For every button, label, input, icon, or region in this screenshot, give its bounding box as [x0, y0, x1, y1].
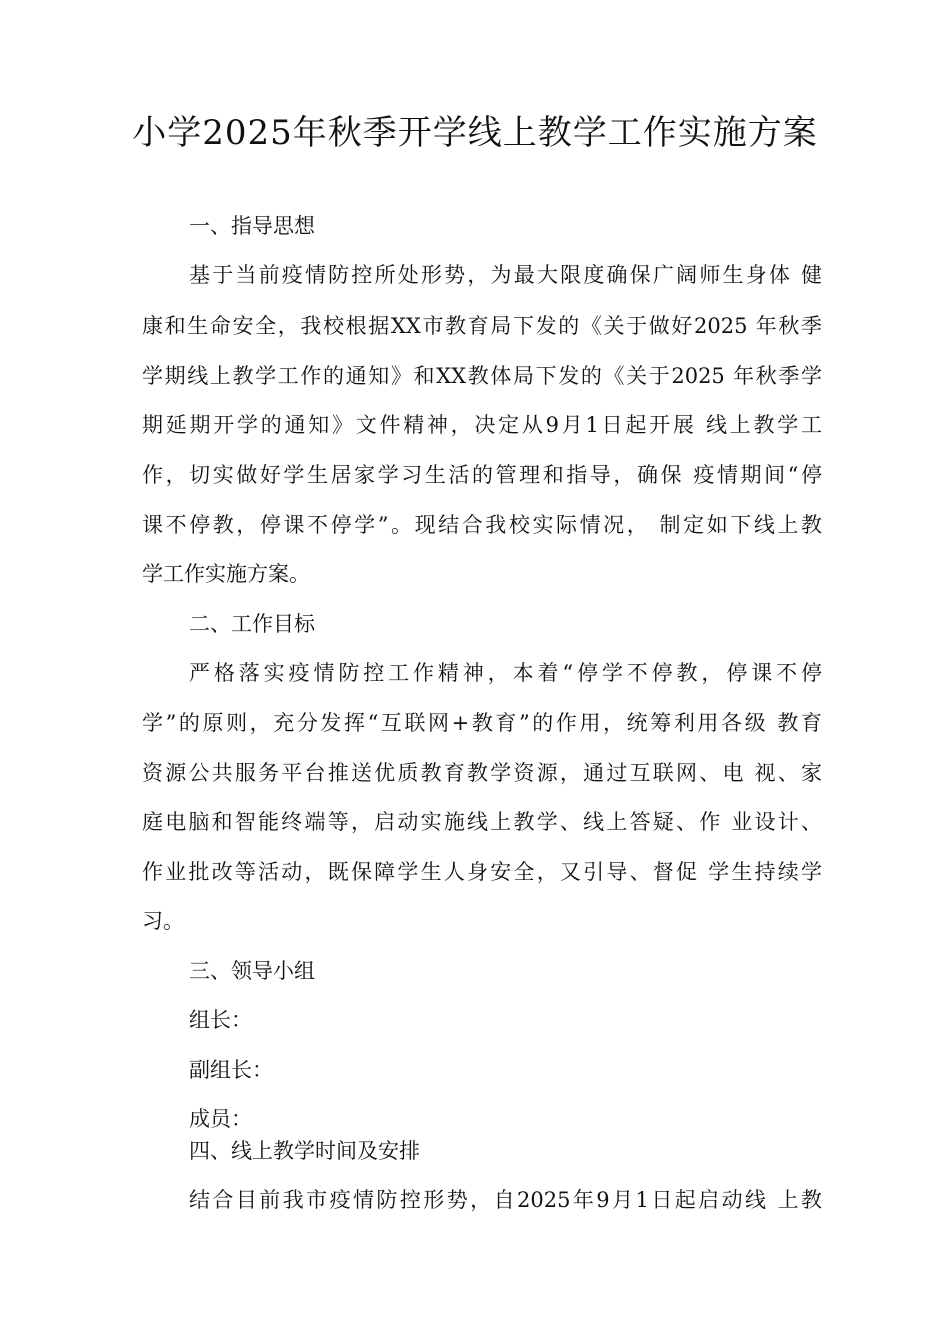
deputy-leader-label: 副组长：: [189, 1058, 273, 1082]
document-title: 小学2025年秋季开学线上教学工作实施方案: [132, 113, 818, 153]
paragraph-line: 作，切实做好学生居家学习生活的管理和指导，确保 疫情期间“停: [142, 463, 822, 487]
section-heading-4: 四、线上教学时间及安排: [189, 1139, 420, 1163]
paragraph-line: 习。: [142, 909, 184, 933]
paragraph-line: 学工作实施方案。: [142, 562, 310, 586]
paragraph-line: 基于当前疫情防控所处形势，为最大限度确保广阔师生身体 健: [189, 263, 822, 287]
section-heading-1: 一、指导思想: [189, 214, 315, 238]
paragraph-line: 期延期开学的通知》文件精神，决定从9月1日起开展 线上教学工: [142, 413, 822, 437]
section-heading-2: 二、工作目标: [189, 612, 315, 636]
paragraph-line: 学期线上教学工作的通知》和XX教体局下发的《关于2025 年秋季学: [142, 364, 822, 388]
paragraph-line: 严格落实疫情防控工作精神，本着“停学不停教，停课不停: [189, 661, 822, 685]
paragraph-line: 作业批改等活动，既保障学生人身安全，又引导、督促 学生持续学: [142, 860, 822, 884]
paragraph-line: 结合目前我市疫情防控形势，自2025年9月1日起启动线 上教: [189, 1188, 822, 1212]
paragraph-line: 学”的原则，充分发挥“互联网+教育”的作用，统筹利用各级 教育: [142, 711, 822, 735]
section-heading-3: 三、领导小组: [189, 959, 315, 983]
paragraph-line: 庭电脑和智能终端等，启动实施线上教学、线上答疑、作 业设计、: [142, 810, 822, 834]
paragraph-line: 资源公共服务平台推送优质教育教学资源，通过互联网、电 视、家: [142, 761, 822, 785]
members-label: 成员：: [189, 1107, 252, 1131]
paragraph-line: 康和生命安全，我校根据XX市教育局下发的《关于做好2025 年秋季: [142, 314, 822, 338]
group-leader-label: 组长：: [189, 1008, 252, 1032]
paragraph-line: 课不停教，停课不停学”。现结合我校实际情况， 制定如下线上教: [142, 513, 822, 537]
